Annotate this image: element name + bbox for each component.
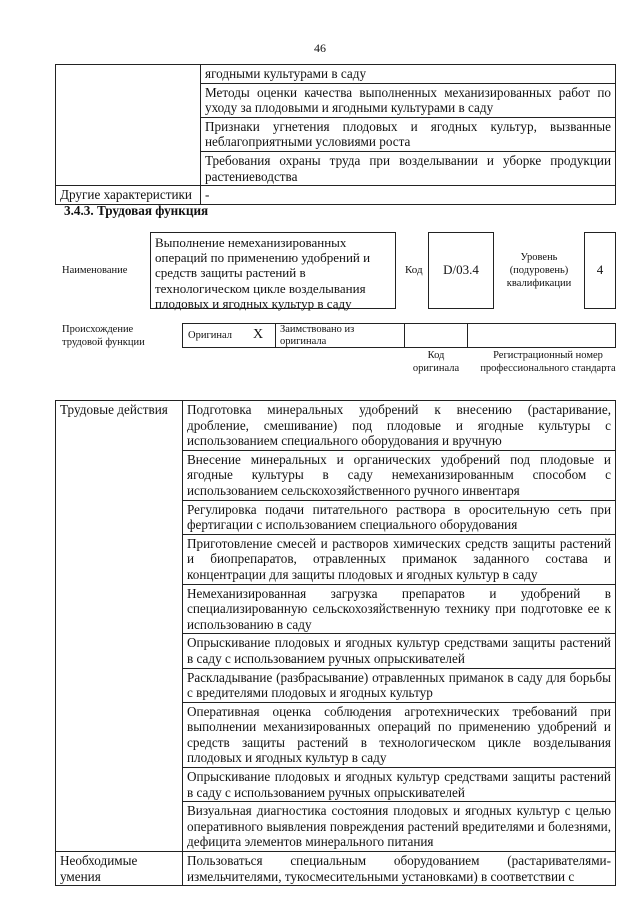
labor-action-item: Внесение минеральных и органических удобрений под плодовые и ягодные культуры в саду немеханизированным способом с использованием сельскохозяйственного ручного инвентаря xyxy=(183,450,616,500)
labor-action-item: Опрыскивание плодовых и ягодных культур средствами защиты растений в саду с использованием ручных опрыскивателей xyxy=(183,634,616,668)
level-value: 4 xyxy=(596,262,604,277)
labor-action-item: Подготовка минеральных удобрений к внесению (растаривание, дробление, смешивание) под плодовые и ягодные культуры с использованием специального оборудования и вручную xyxy=(183,401,616,451)
other-characteristics-value: - xyxy=(201,186,616,205)
origin-label: Происхождение трудовой функции xyxy=(62,324,145,348)
table-row xyxy=(56,186,616,205)
page-number: 46 xyxy=(314,41,326,55)
other-characteristics-label: Другие характеристики xyxy=(56,186,201,205)
knowledge-item: Требования охраны труда при возделывании и уборке продукции растениеводства xyxy=(201,151,616,185)
original-mark: X xyxy=(253,327,264,342)
labor-action-item: Немеханизированная загрузка препаратов и удобрений в специализированную сельскохозяйственную технику при подготовке ее к использованию в саду xyxy=(183,584,616,634)
code-label: Код xyxy=(405,264,423,276)
original-cell xyxy=(182,323,276,348)
labor-action-item: Раскладывание (разбрасывание) отравленных приманок в саду для борьбы с вредителями плодовых и ягодных культур xyxy=(183,668,616,702)
borrowed-cell xyxy=(275,323,405,348)
skill-item: Пользоваться специальным оборудованием (растаривателями-измельчителями, тукосмесительными установками) в соответствии с xyxy=(183,852,616,886)
skills-label: Необходимые умения xyxy=(56,852,183,886)
knowledge-item: Признаки угнетения плодовых и ягодных культур, вызванные неблагоприятными условиями роста xyxy=(201,117,616,151)
continuation-table xyxy=(55,64,616,205)
knowledge-item: ягодными культурами в саду xyxy=(201,65,616,84)
labor-actions-label: Трудовые действия xyxy=(56,401,183,852)
table-row xyxy=(56,401,616,451)
labor-action-item: Опрыскивание плодовых и ягодных культур средствами защиты растений в саду с использованием ручных опрыскивателей xyxy=(183,768,616,802)
function-name: Выполнение немеханизированных операций по применению удобрений и средств защиты растений в технологическом цикле возделывания плодовых и ягодных культур в саду xyxy=(155,235,371,311)
origin-row xyxy=(182,323,616,348)
section-heading: 3.4.3. Трудовая функция xyxy=(64,203,209,218)
labor-action-item: Визуальная диагностика состояния плодовых и ягодных культур с целью оперативного выявления повреждения растений вредителями и болезнями, дефицита элементов минерального питания xyxy=(183,802,616,852)
level-box xyxy=(584,232,616,309)
reg-number-caption: Регистрационный номер профессионального стандарта xyxy=(480,350,616,374)
level-label: Уровень (подуровень) квалификации xyxy=(506,252,572,289)
name-label: Наименование xyxy=(62,265,128,276)
table-row xyxy=(56,65,616,84)
empty-label-cell xyxy=(56,65,201,186)
knowledge-item: Методы оценки качества выполненных механизированных работ по уходу за плодовыми и ягодными культурами в саду xyxy=(201,83,616,117)
origin-code-cell xyxy=(404,323,468,348)
code-box xyxy=(428,232,494,309)
labor-function-table xyxy=(55,400,616,886)
borrowed-label: Заимствовано из оригинала xyxy=(280,324,355,347)
origin-code-caption: Код оригинала xyxy=(412,350,460,374)
labor-action-item: Приготовление смесей и растворов химических средств защиты растений и биопрепаратов, отравленных приманок заданного состава и концентрации для защиты плодовых и ягодных культур в саду xyxy=(183,534,616,584)
reg-number-cell xyxy=(467,323,616,348)
labor-action-item: Оперативная оценка соблюдения агротехнических требований при выполнении механизированных операций по применению удобрений и средств защиты растений в технологическом цикле возделывания плодовых и ягодных культур в саду xyxy=(183,702,616,767)
table-row xyxy=(56,852,616,886)
code-value: D/03.4 xyxy=(443,262,479,277)
labor-action-item: Регулировка подачи питательного раствора в оросительную сеть при фертигации с использованием специального оборудования xyxy=(183,500,616,534)
function-name-box xyxy=(150,232,396,309)
original-label: Оригинал xyxy=(188,330,232,341)
